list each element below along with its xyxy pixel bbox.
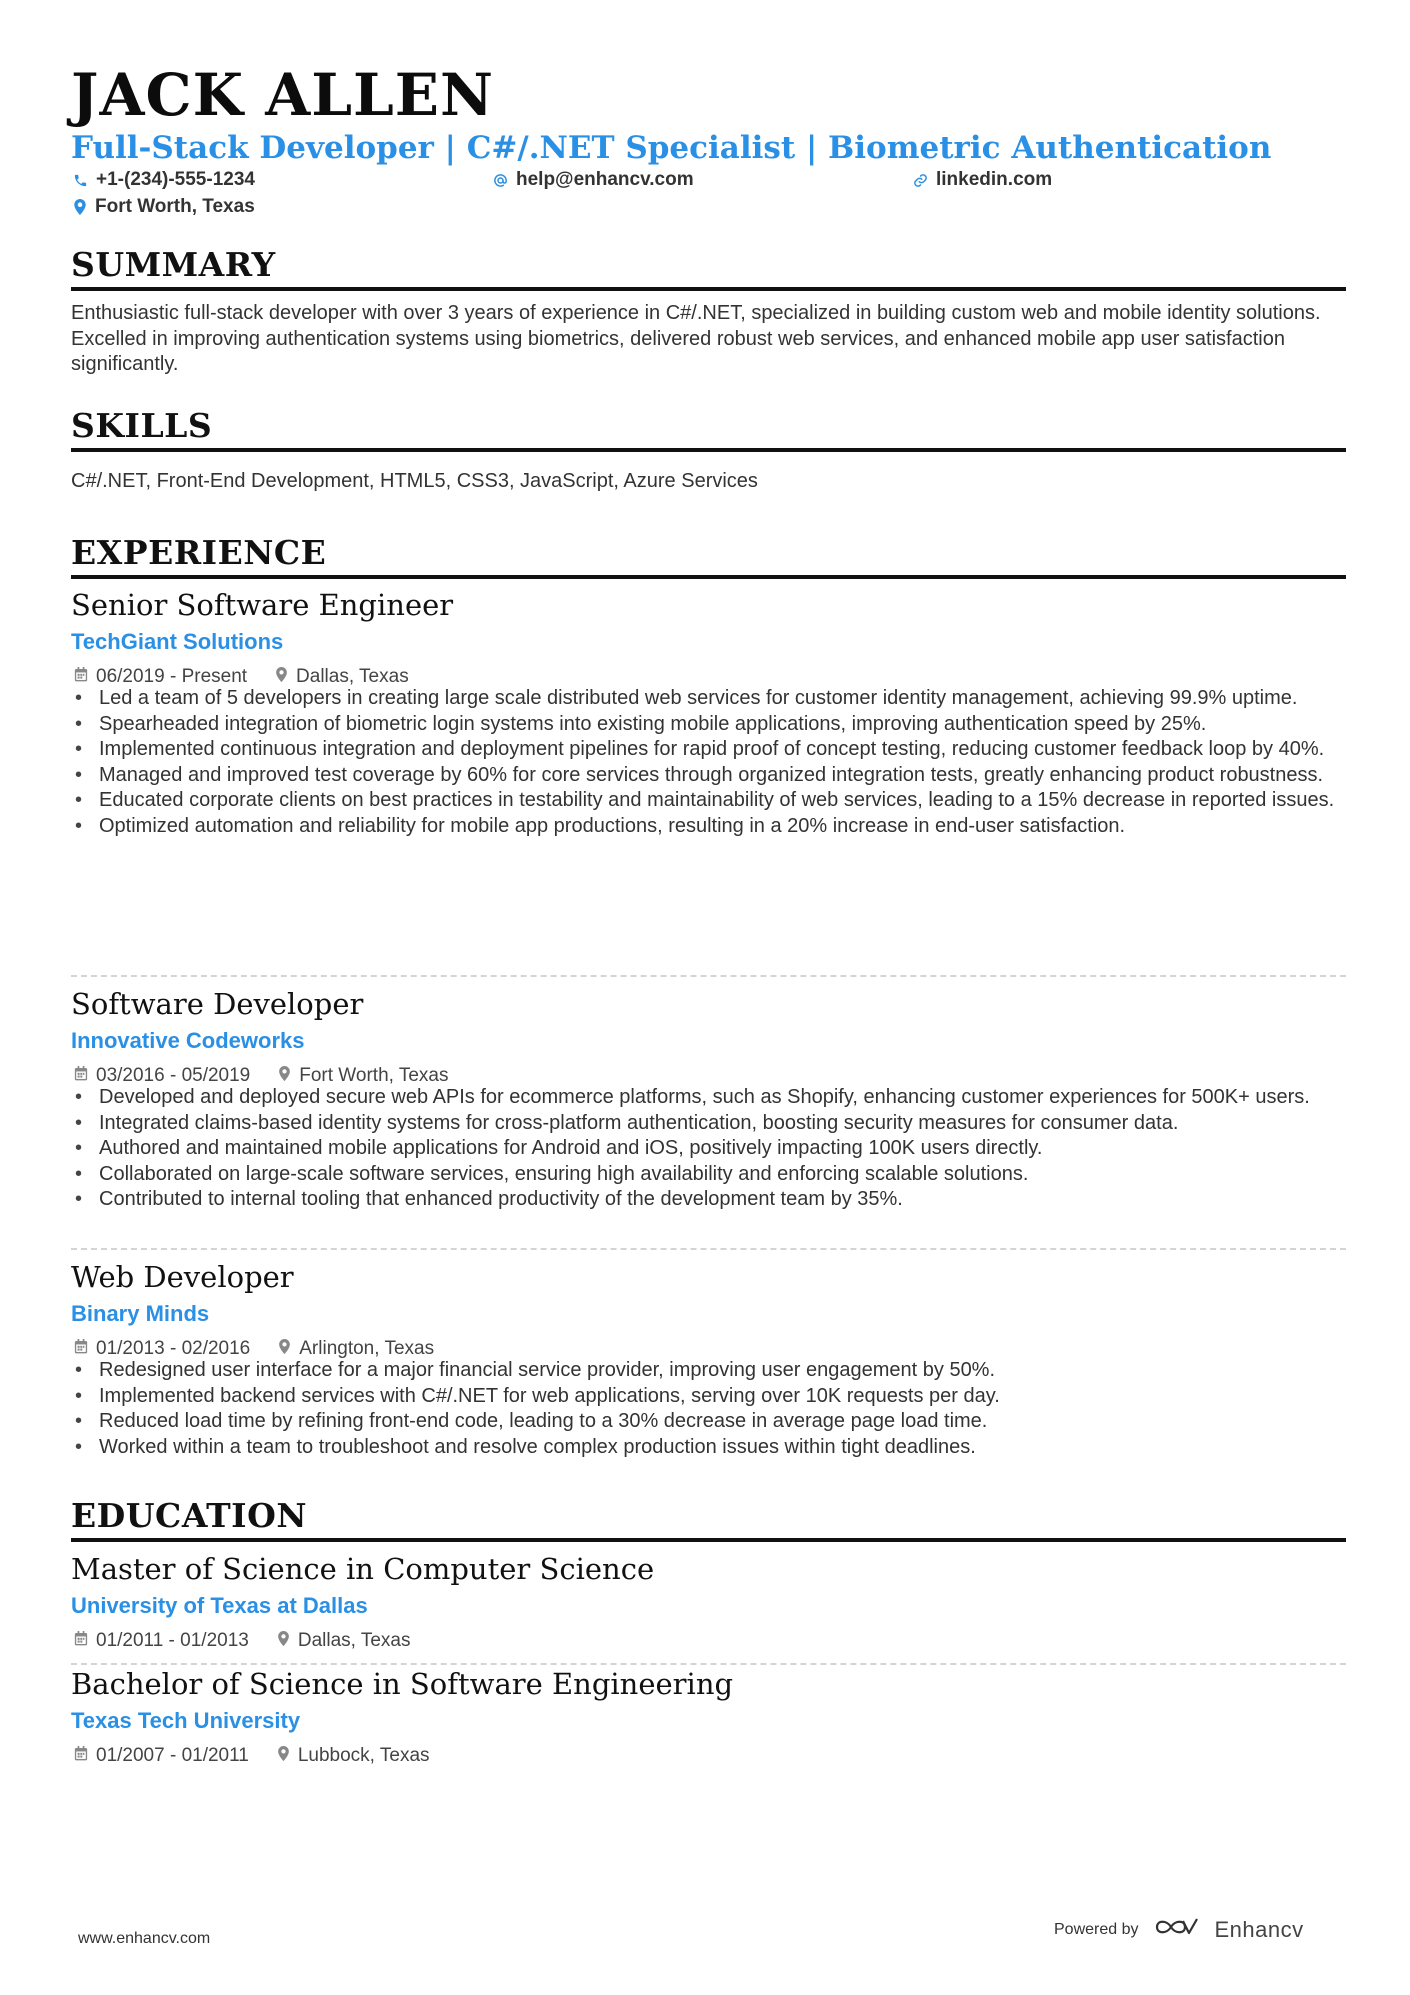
list-item: • Spearheaded integration of biometric login systems into existing mobile applications, improving authentication speed by 25%.	[71, 712, 1346, 738]
summary-heading: SUMMARY	[71, 245, 1346, 291]
job-company: Binary Minds	[71, 1301, 210, 1326]
list-item: • Led a team of 5 developers in creating large scale distributed web services for customer identity management, achieving 99.9% uptime.	[71, 686, 1346, 712]
phone-text: +1-(234)-555-1234	[96, 169, 255, 190]
map-pin-icon	[73, 199, 87, 215]
job-location-text: Fort Worth, Texas	[299, 1065, 449, 1086]
list-item: • Contributed to internal tooling that enhanced productivity of the development team by 35%.	[71, 1187, 1346, 1213]
list-item: • Collaborated on large-scale software services, ensuring high availability and enforcing scalable solutions.	[71, 1162, 1346, 1188]
job-dates-text: 01/2013 - 02/2016	[96, 1338, 251, 1359]
list-item: • Implemented continuous integration and deployment pipelines for rapid proof of concept testing, reducing customer feedback loop by 40%.	[71, 737, 1346, 763]
link-icon	[913, 173, 928, 188]
job-company: TechGiant Solutions	[71, 629, 284, 654]
email-text: help@enhancv.com	[516, 169, 694, 190]
map-pin-icon	[277, 1628, 290, 1654]
contact-info	[71, 169, 1346, 225]
list-item: • Educated corporate clients on best practices in testability and maintainability of web services, leading to a 15% decrease in reported issues.	[71, 788, 1346, 814]
job-bullets	[71, 1085, 1346, 1213]
summary-text: Enthusiastic full-stack developer with over 3 years of experience in C#/.NET, specialized in building custom web and mobile identity solutions. Excelled in improving authentication systems using biometrics, delivered robust web services, and enhanced mobile app user satisfaction significantly.	[71, 302, 1321, 375]
school-name: University of Texas at Dallas	[71, 1593, 368, 1618]
job-divider	[71, 1248, 1346, 1250]
footer-powered-by[interactable]	[1054, 1916, 1304, 1943]
skills-text: C#/.NET, Front-End Development, HTML5, CSS3, JavaScript, Azure Services	[71, 470, 758, 492]
education-location-text: Dallas, Texas	[297, 1630, 411, 1651]
education-dates	[74, 1628, 249, 1654]
list-item: • Redesigned user interface for a major financial service provider, improving user engagement by 50%.	[71, 1358, 1346, 1384]
candidate-headline: Full-Stack Developer | C#/.NET Specialist | Biometric Authentication	[71, 130, 1272, 166]
education-divider	[71, 1663, 1346, 1665]
at-icon	[493, 173, 508, 188]
education-meta	[74, 1628, 439, 1654]
brand-name: Enhancv	[1214, 1916, 1304, 1942]
list-item: • Developed and deployed secure web APIs for ecommerce platforms, such as Shopify, enhancing customer experiences for 500K+ users.	[71, 1085, 1346, 1111]
calendar-icon	[74, 1628, 88, 1654]
phone-icon	[73, 173, 88, 188]
education-heading: EDUCATION	[71, 1496, 1346, 1542]
map-pin-icon	[277, 1743, 290, 1769]
job-divider	[71, 975, 1346, 977]
contact-location	[73, 196, 255, 218]
job-dates-text: 03/2016 - 05/2019	[96, 1065, 251, 1086]
experience-heading: EXPERIENCE	[71, 533, 1346, 579]
education-location	[277, 1628, 411, 1654]
skills-heading: SKILLS	[71, 406, 1346, 452]
enhancv-logo-icon	[1153, 1916, 1201, 1943]
list-item: • Authored and maintained mobile applications for Android and iOS, positively impacting 100K users directly.	[71, 1136, 1346, 1162]
linkedin-text: linkedin.com	[936, 169, 1053, 190]
job-location-text: Dallas, Texas	[296, 666, 409, 687]
list-item: • Worked within a team to troubleshoot and resolve complex production issues within tight deadlines.	[71, 1435, 1346, 1461]
list-item: • Integrated claims-based identity systems for cross-platform authentication, boosting security measures for consumer data.	[71, 1111, 1346, 1137]
contact-linkedin[interactable]	[913, 169, 1052, 191]
job-company: Innovative Codeworks	[71, 1028, 305, 1053]
list-item: • Implemented backend services with C#/.NET for web applications, serving over 10K requests per day.	[71, 1384, 1346, 1410]
list-item: • Managed and improved test coverage by 60% for core services through organized integration tests, greatly enhancing product robustness.	[71, 763, 1346, 789]
list-item: • Reduced load time by refining front-end code, leading to a 30% decrease in average page load time.	[71, 1409, 1346, 1435]
school-name: Texas Tech University	[71, 1708, 301, 1733]
footer-website[interactable]: www.enhancv.com	[78, 1930, 211, 1947]
job-bullets	[71, 686, 1346, 839]
degree-title: Bachelor of Science in Software Engineering	[71, 1667, 734, 1701]
candidate-name: JACK ALLEN	[71, 61, 494, 129]
education-dates-text: 01/2011 - 01/2013	[96, 1630, 249, 1651]
job-dates-text: 06/2019 - Present	[96, 666, 248, 687]
job-title: Web Developer	[71, 1260, 294, 1294]
calendar-icon	[74, 1743, 88, 1769]
education-dates	[74, 1743, 249, 1769]
job-title: Senior Software Engineer	[71, 588, 454, 622]
education-location-text: Lubbock, Texas	[297, 1745, 430, 1766]
location-text: Fort Worth, Texas	[95, 196, 255, 217]
job-location-text: Arlington, Texas	[299, 1338, 435, 1359]
education-location	[277, 1743, 430, 1769]
job-bullets	[71, 1358, 1346, 1460]
job-title: Software Developer	[71, 987, 364, 1021]
contact-email[interactable]	[493, 169, 694, 191]
powered-by-text: Powered by	[1054, 1920, 1139, 1938]
contact-phone[interactable]	[73, 169, 255, 191]
education-meta	[74, 1743, 458, 1769]
list-item: • Optimized automation and reliability for mobile app productions, resulting in a 20% increase in end-user satisfaction.	[71, 814, 1346, 840]
education-dates-text: 01/2007 - 01/2011	[96, 1745, 249, 1766]
degree-title: Master of Science in Computer Science	[71, 1552, 655, 1586]
